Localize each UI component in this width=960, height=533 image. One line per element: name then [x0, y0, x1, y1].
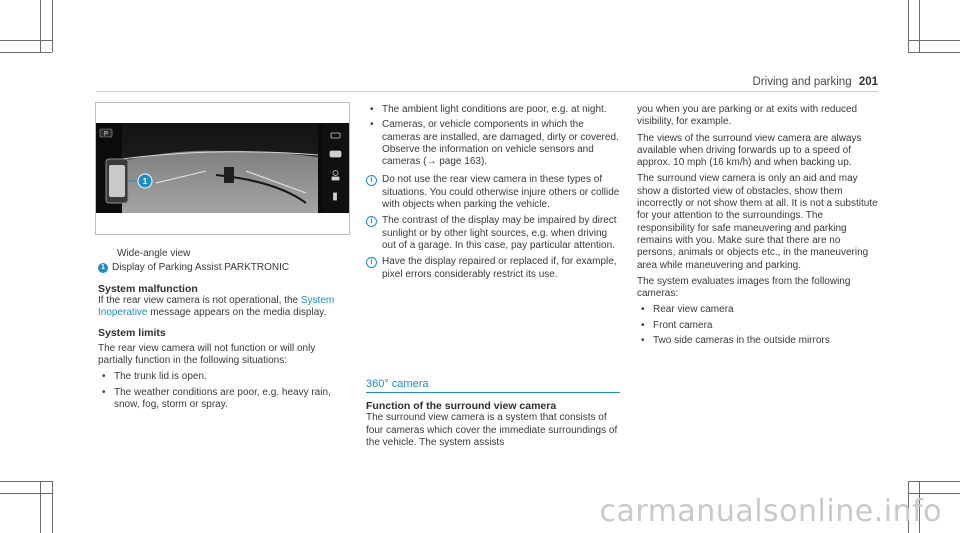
middle-column [366, 104, 620, 285]
figure-caption [98, 248, 350, 260]
legend-number: 1 [98, 263, 108, 273]
media-display-screenshot [96, 123, 349, 213]
malfunction-text: If the rear view camera is not operational, the [98, 294, 299, 306]
malfunction-paragraph [98, 295, 350, 320]
crop-mark [0, 52, 52, 53]
note [366, 256, 620, 281]
crop-mark [0, 493, 52, 494]
crop-mark [908, 40, 960, 41]
limits-heading: System limits [98, 327, 166, 340]
info-icon: i [366, 257, 377, 268]
crop-mark [919, 0, 920, 52]
camera-figure [95, 102, 350, 235]
function-text: The surround view camera is a system that consists of four cameras which cover the immediate surroundings of the vehicle. The system assists [366, 412, 618, 448]
section-name: Driving and parking [752, 76, 852, 88]
system-message: System Inoperative [98, 294, 335, 319]
crop-mark [908, 52, 960, 53]
info-icon: i [366, 216, 377, 227]
left-column [98, 248, 350, 414]
paragraph: The surround view camera is only an aid and may show a distorted view of obstacles, show them incorrectly or not show them at all. It is not a substitute for your attention to the surroundings. The responsibility for safe maneuvering and parking remains with you. Make sure that there are no persons, animals or objects etc., in the maneuvering area while maneuvering and parking. [637, 173, 878, 271]
list-item: • Two side cameras in the outside mirrors [637, 335, 881, 347]
figure-legend [98, 262, 350, 274]
header-divider [96, 91, 878, 92]
note-text: Have the display repaired or replaced if, for example, pixel errors considerably restrict its use. [382, 256, 617, 280]
page-number: 201 [858, 76, 878, 88]
list-item: • The ambient light conditions are poor, e.g. at night. [366, 104, 620, 116]
section-divider [366, 392, 620, 393]
crop-mark [52, 481, 53, 533]
crop-mark [40, 0, 41, 52]
crop-mark [908, 0, 909, 52]
list-item: • Front camera [637, 320, 881, 332]
function-heading: Function of the surround view camera [366, 400, 557, 412]
malfunction-text: message appears on the media display. [150, 307, 327, 319]
crop-mark [0, 481, 52, 482]
paragraph: you when you are parking or at exits with reduced visibility, for example. [637, 104, 858, 128]
list-item: • Cameras, or vehicle components in which the cameras are installed, are damaged, dirty or covered. Observe the information on vehicle sensors and cameras (→ page 163). [366, 119, 620, 168]
list-item: • The trunk lid is open. [98, 371, 350, 383]
info-icon: i [366, 175, 377, 186]
crop-mark [40, 481, 41, 533]
note [366, 215, 620, 252]
note-text: Do not use the rear view camera in these types of situations. You could otherwise injure others or collide with objects when parking the vehicle. [382, 174, 620, 211]
right-column [637, 104, 881, 350]
crop-mark [0, 40, 52, 41]
crop-mark [52, 0, 53, 52]
paragraph: The system evaluates images from the following cameras: [637, 275, 851, 300]
note-text: The contrast of the display may be impaired by direct sunlight or by other light sources, e.g. when driving out of a garage. In this case, pay particular attention. [382, 215, 617, 251]
list-item: • The weather conditions are poor, e.g. heavy rain, snow, fog, storm or spray. [98, 387, 350, 412]
watermark: carmanualsonline.info [599, 494, 942, 529]
caption-title: Wide-angle view [117, 248, 191, 259]
note [366, 174, 620, 211]
malfunction-heading: System malfunction [98, 282, 198, 295]
list-item: • Rear view camera [637, 304, 881, 316]
function-block [366, 400, 620, 453]
limits-intro: The rear view camera will not function or will only partially function in the following situations: [98, 342, 316, 367]
running-header [753, 76, 878, 88]
crop-mark [908, 481, 960, 482]
screen-badge: P [103, 131, 109, 138]
section-title: 360° camera [366, 378, 429, 390]
figure-callout: 1 [142, 177, 148, 186]
paragraph: The views of the surround view camera are always available when driving forwards up to a speed of approx. 10 mph (16 km/h) and when backing up. [637, 132, 862, 169]
legend-text: Display of Parking Assist PARKTRONIC [112, 262, 290, 274]
